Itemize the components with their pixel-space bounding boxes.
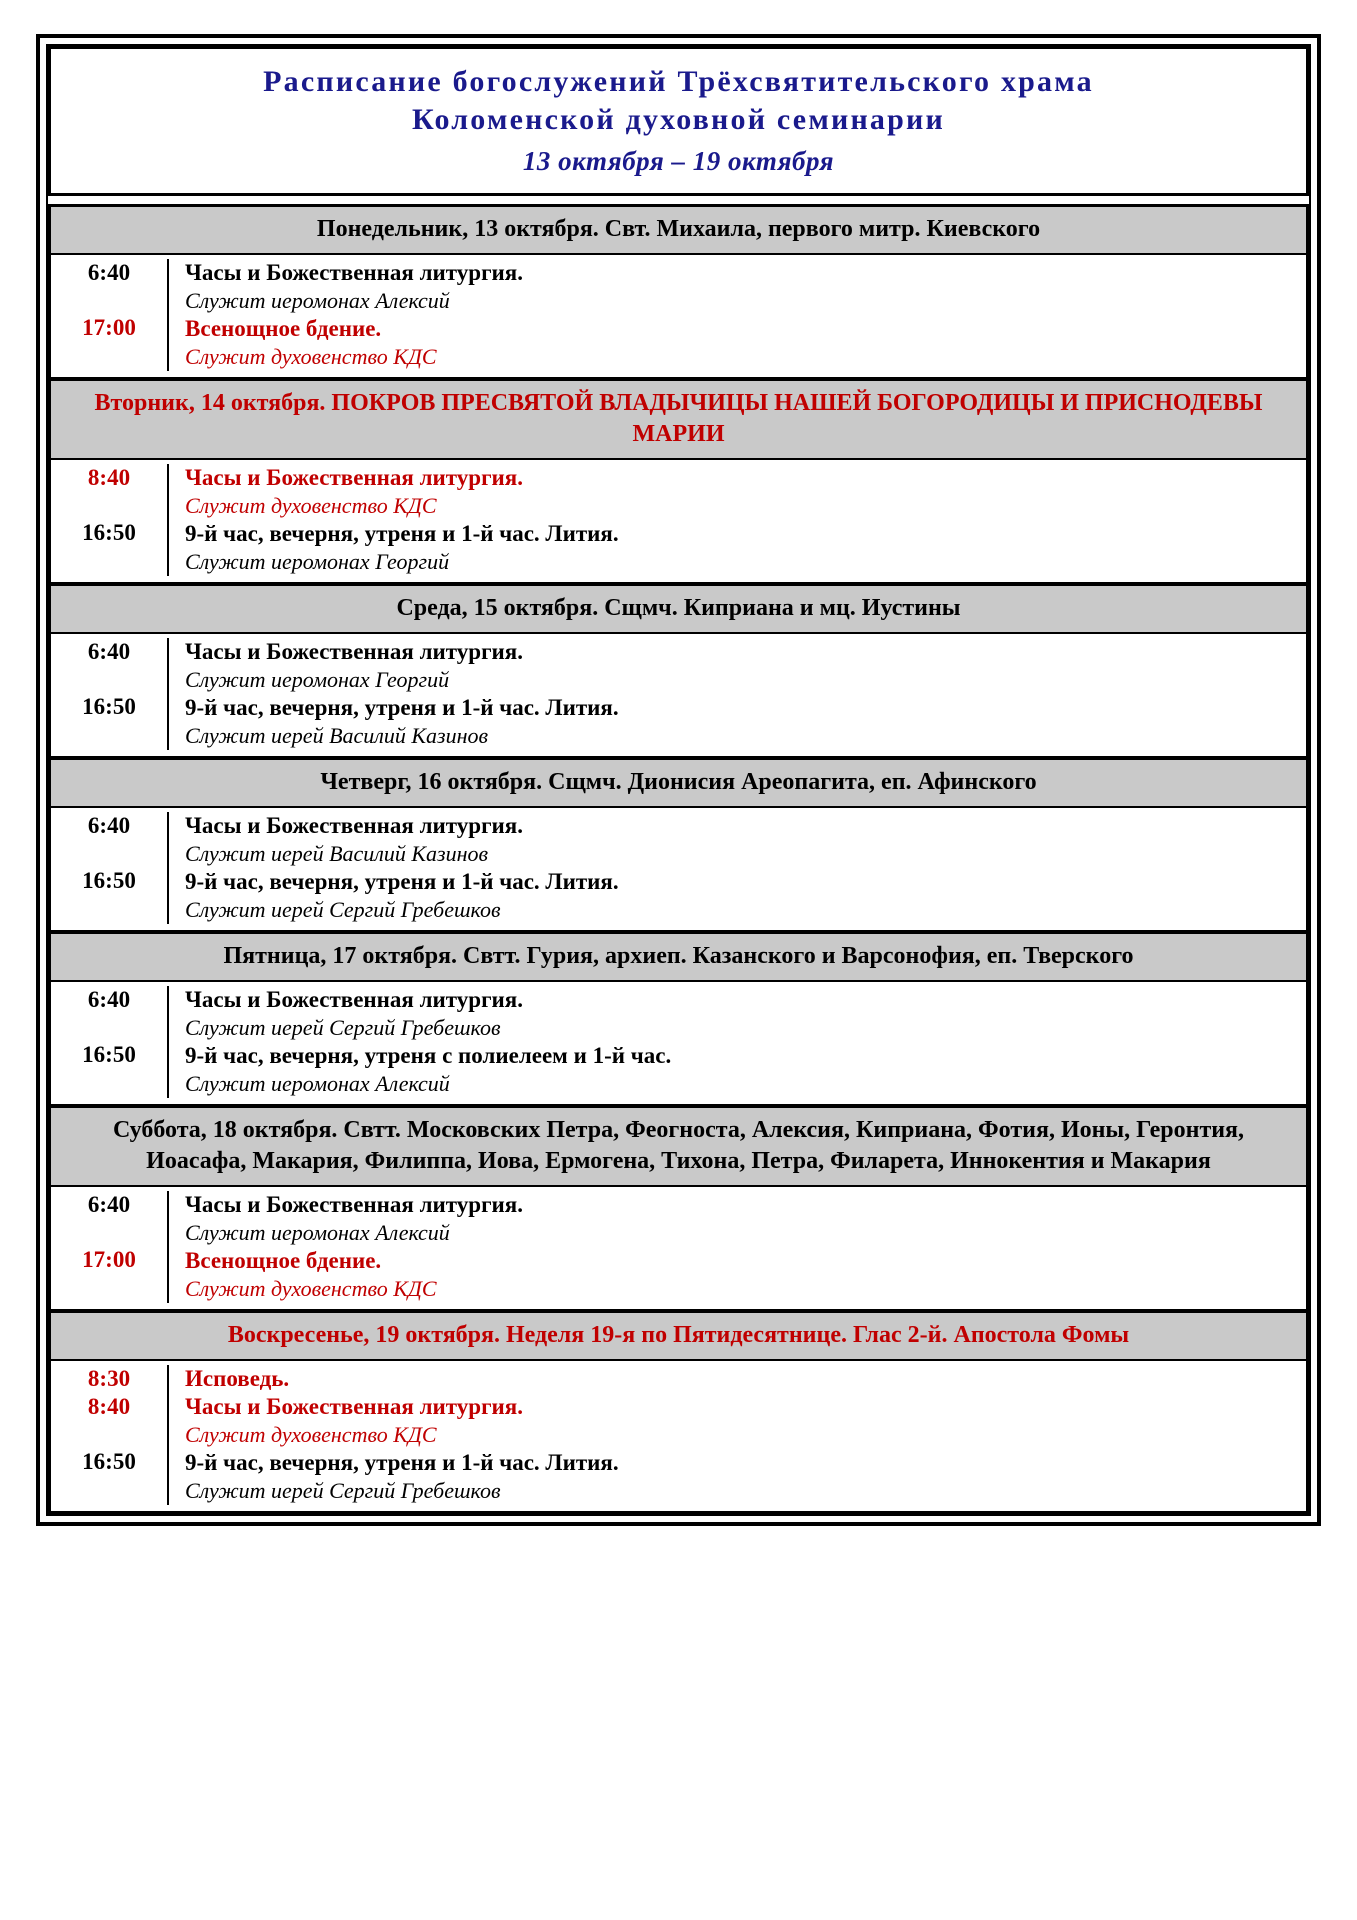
event-title: Часы и Божественная литургия. — [185, 639, 523, 665]
event-title: Всенощное бдение. — [185, 1247, 382, 1273]
date-range: 13 октября – 19 октября — [522, 145, 835, 176]
event-title: Всенощное бдение. — [185, 315, 382, 341]
service-column — [169, 638, 1306, 750]
event-title: 9-й час, вечерня, утреня и 1-й час. Лития. — [185, 520, 619, 546]
time-column — [51, 812, 169, 924]
page-title-line-1: Расписание богослужений Трёхсвятительского храма — [263, 65, 1094, 98]
page-title-line-2: Коломенской духовной семинарии — [412, 103, 945, 137]
event-time: 6:40 — [87, 259, 131, 285]
day-events — [51, 1361, 1306, 1511]
document-title-box — [48, 46, 1309, 196]
event-time: 6:40 — [87, 986, 131, 1012]
day-header: Вторник, 14 октября. ПОКРОВ ПРЕСВЯТОЙ ВЛАДЫЧИЦЫ НАШЕЙ БОГОРОДИЦЫ И ПРИСНОДЕВЫ МАРИИ — [51, 379, 1306, 460]
event-celebrant: Служит иеромонах Георгий — [185, 549, 450, 575]
day-header: Суббота, 18 октября. Свтт. Московских Петра, Феогноста, Алексия, Киприана, Фотия, Ионы, Геронтия, Иоасафа, Макария, Филиппа, Иова, Ермогена, Тихона, Петра, Филарета, Иннокентия и Макария — [51, 1106, 1306, 1187]
event-title: Часы и Божественная литургия. — [185, 812, 523, 838]
event-time: 6:40 — [87, 639, 131, 665]
event-time: 16:50 — [82, 693, 136, 719]
event-time: 16:50 — [82, 519, 136, 545]
time-column — [51, 1365, 169, 1505]
day-header: Воскресенье, 19 октября. Неделя 19-я по Пятидесятнице. Глас 2-й. Апостола Фомы — [51, 1311, 1306, 1361]
page-inner-border — [46, 44, 1311, 1516]
event-time: 17:00 — [82, 314, 136, 340]
day-header: Понедельник, 13 октября. Свт. Михаила, первого митр. Киевского — [51, 207, 1306, 255]
time-column — [51, 638, 169, 750]
day-events — [51, 255, 1306, 379]
event-celebrant: Служит иерей Василий Казинов — [185, 722, 489, 748]
service-column — [169, 1365, 1306, 1505]
event-time: 16:50 — [82, 1448, 136, 1474]
event-celebrant: Служит иеромонах Алексий — [185, 1070, 450, 1096]
event-celebrant: Служит иерей Сергий Гребешков — [185, 1014, 501, 1040]
day-events — [51, 460, 1306, 584]
event-celebrant: Служит духовенство КДС — [185, 1422, 437, 1448]
day-header: Пятница, 17 октября. Свтт. Гурия, архиеп. Казанского и Варсонофия, еп. Тверского — [51, 932, 1306, 982]
service-column — [169, 986, 1306, 1098]
event-title: 9-й час, вечерня, утреня и 1-й час. Лития. — [185, 694, 619, 720]
event-celebrant: Служит иеромонах Алексий — [185, 288, 450, 314]
day-header: Четверг, 16 октября. Сщмч. Дионисия Ареопагита, еп. Афинского — [51, 758, 1306, 808]
day-events — [51, 982, 1306, 1106]
service-column — [169, 1191, 1306, 1303]
event-time: 8:40 — [87, 1394, 131, 1420]
event-title: Часы и Божественная литургия. — [185, 986, 523, 1012]
event-title: Часы и Божественная литургия. — [185, 1192, 523, 1218]
event-celebrant: Служит духовенство КДС — [185, 1275, 437, 1301]
event-celebrant: Служит духовенство КДС — [185, 343, 437, 369]
event-time: 17:00 — [82, 1246, 136, 1272]
day-events — [51, 634, 1306, 758]
page-outer-border — [36, 34, 1321, 1526]
event-time: 6:40 — [87, 1192, 131, 1218]
service-column — [169, 812, 1306, 924]
event-celebrant: Служит иерей Сергий Гребешков — [185, 896, 501, 922]
event-celebrant: Служит иеромонах Алексий — [185, 1220, 450, 1246]
service-column — [169, 259, 1306, 371]
event-title: Исповедь. — [185, 1365, 290, 1391]
service-column — [169, 464, 1306, 576]
event-celebrant: Служит иерей Сергий Гребешков — [185, 1477, 501, 1503]
event-title: 9-й час, вечерня, утреня и 1-й час. Лития. — [185, 1449, 619, 1475]
event-title: 9-й час, вечерня, утреня с полиелеем и 1-й час. — [185, 1042, 672, 1068]
event-celebrant: Служит иерей Василий Казинов — [185, 841, 489, 867]
event-time: 16:50 — [82, 1041, 136, 1067]
event-celebrant: Служит духовенство КДС — [185, 493, 437, 519]
event-title: Часы и Божественная литургия. — [185, 465, 523, 491]
event-time: 8:30 — [87, 1365, 131, 1391]
day-events — [51, 1187, 1306, 1311]
day-events — [51, 808, 1306, 932]
event-title: 9-й час, вечерня, утреня и 1-й час. Лития. — [185, 868, 619, 894]
event-title: Часы и Божественная литургия. — [185, 259, 523, 285]
event-time: 8:40 — [87, 465, 131, 491]
time-column — [51, 986, 169, 1098]
event-title: Часы и Божественная литургия. — [185, 1394, 523, 1420]
schedule-table — [48, 204, 1309, 1514]
event-time: 16:50 — [82, 867, 136, 893]
time-column — [51, 1191, 169, 1303]
event-time: 6:40 — [87, 812, 131, 838]
event-celebrant: Служит иеромонах Георгий — [185, 667, 450, 693]
time-column — [51, 259, 169, 371]
time-column — [51, 464, 169, 576]
day-header: Среда, 15 октября. Сщмч. Киприана и мц. Иустины — [51, 584, 1306, 634]
